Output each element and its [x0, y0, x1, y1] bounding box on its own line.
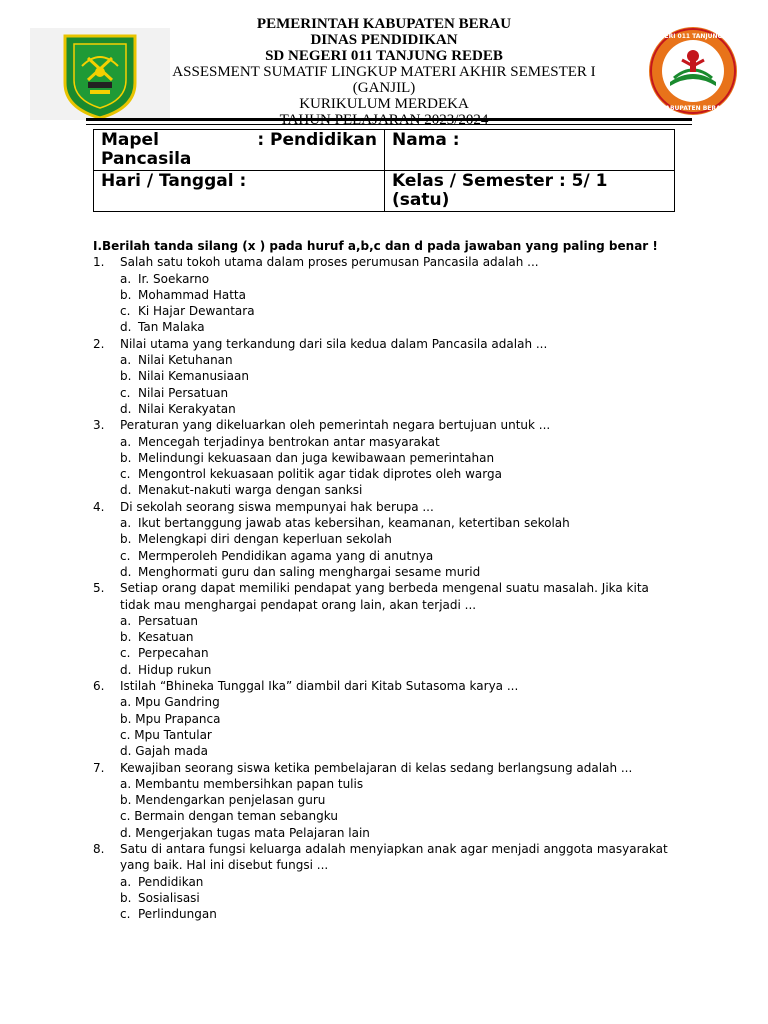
answer-option[interactable]: [93, 401, 673, 417]
option-letter: d.: [120, 483, 132, 498]
question-section: [93, 238, 673, 922]
student-info-table: [93, 129, 675, 212]
option-text: Nilai Kemanusiaan: [138, 369, 249, 384]
option-text: Melindungi kekuasaan dan juga kewibawaan pemerintahan: [138, 450, 495, 465]
answer-option[interactable]: [93, 352, 673, 368]
option-letter: b.: [120, 450, 132, 465]
logo-text-top: SD NEGERI 011 TANJUNG REDEB: [644, 33, 742, 40]
question-item: [93, 499, 673, 515]
question-item: [93, 254, 673, 270]
question-text: Peraturan yang dikeluarkan oleh pemerintah negara bertujuan untuk ...: [120, 418, 551, 433]
header-department: DINAS PENDIDIKAN: [310, 32, 458, 48]
answer-option[interactable]: b. Mendengarkan penjelasan guru: [120, 793, 326, 808]
option-text: Melengkapi diri dengan keperluan sekolah: [138, 532, 392, 547]
question-item: [93, 417, 673, 433]
option-text: Kesatuan: [138, 630, 194, 645]
header-divider-thick: [86, 118, 692, 121]
question-number: 1.: [93, 255, 105, 270]
question-item: [93, 841, 673, 874]
option-letter: b.: [120, 630, 132, 645]
option-letter: b.: [120, 890, 132, 905]
question-list: [93, 254, 673, 922]
answer-option[interactable]: [93, 319, 673, 335]
option-text: Mermperoleh Pendidikan agama yang di anutnya: [138, 548, 434, 563]
school-logo: [644, 26, 742, 116]
answer-option[interactable]: [93, 874, 673, 890]
question-number: 3.: [93, 418, 105, 433]
question-text: Kewajiban seorang siswa ketika pembelajaran di kelas sedang berlangsung adalah ...: [120, 760, 633, 775]
mapel-value-cont: Pancasila: [101, 149, 192, 169]
header-school-name: SD NEGERI 011 TANJUNG REDEB: [265, 48, 503, 64]
answer-option[interactable]: [93, 271, 673, 287]
question-number: 6.: [93, 679, 105, 694]
option-letter: c.: [120, 385, 131, 400]
option-letter: a.: [120, 271, 132, 286]
option-letter: a.: [120, 613, 132, 628]
option-letter: b.: [120, 287, 132, 302]
question-item: [93, 580, 673, 613]
option-text: Mohammad Hatta: [138, 287, 246, 302]
option-text: Mengontrol kekuasaan politik agar tidak diprotes oleh warga: [138, 467, 502, 482]
option-letter: c.: [120, 907, 131, 922]
kelas-cell: [385, 171, 675, 212]
answer-option[interactable]: d. Mengerjakan tugas mata Pelajaran lain: [120, 825, 370, 840]
option-text: Tan Malaka: [138, 320, 205, 335]
question-text: Istilah “Bhineka Tunggal Ika” diambil dari Kitab Sutasoma karya ...: [120, 679, 519, 694]
option-text: Perpecahan: [138, 646, 209, 661]
option-letter: a.: [120, 353, 132, 368]
option-letter: c.: [120, 304, 131, 319]
option-letter: d.: [120, 401, 132, 416]
option-letter: b.: [120, 532, 132, 547]
option-text: Menghormati guru dan saling menghargai sesame murid: [138, 564, 481, 579]
header-government: PEMERINTAH KABUPATEN BERAU: [256, 16, 512, 32]
answer-option[interactable]: c. Bermain dengan teman sebangku: [120, 809, 338, 824]
answer-option[interactable]: [93, 662, 673, 678]
school-header: [140, 16, 628, 128]
option-text: Ir. Soekarno: [138, 271, 210, 286]
answer-option[interactable]: [93, 906, 673, 922]
option-text: Ikut bertanggung jawab atas kebersihan, keamanan, ketertiban sekolah: [138, 516, 570, 531]
answer-option[interactable]: [93, 287, 673, 303]
info-row-2: [94, 171, 675, 212]
option-letter: c.: [120, 467, 131, 482]
question-text: Salah satu tokoh utama dalam proses perumusan Pancasila adalah ...: [120, 255, 539, 270]
header-curriculum: KURIKULUM MERDEKA: [299, 96, 469, 112]
mapel-value: : Pendidikan: [257, 130, 377, 150]
answer-option[interactable]: [93, 466, 673, 482]
instruction-text: I.Berilah tanda silang (x ) pada huruf a,b,c dan d pada jawaban yang paling benar !: [93, 239, 658, 253]
option-letter: b.: [120, 369, 132, 384]
answer-option[interactable]: b. Mpu Prapanca: [120, 711, 221, 726]
answer-option[interactable]: [93, 548, 673, 564]
answer-option[interactable]: c. Mpu Tantular: [120, 727, 212, 742]
option-text: Nilai Kerakyatan: [138, 401, 236, 416]
kelas-label: Kelas / Semester : 5/ 1: [392, 171, 608, 191]
answer-option[interactable]: [93, 368, 673, 384]
hari-cell[interactable]: [94, 171, 385, 212]
option-letter: a.: [120, 874, 132, 889]
option-letter: d.: [120, 564, 132, 579]
answer-option[interactable]: d. Gajah mada: [120, 744, 209, 759]
option-text: Perlindungan: [138, 907, 217, 922]
question-text: Setiap orang dapat memiliki pendapat yang berbeda mengenal suatu masalah. Jika kita tidak mau menghargai pendapat orang lain, akan terjadi ...: [120, 581, 649, 612]
answer-option[interactable]: [93, 434, 673, 450]
question-number: 5.: [93, 581, 105, 596]
answer-option[interactable]: [93, 482, 673, 498]
answer-option[interactable]: [93, 531, 673, 547]
hari-label: Hari / Tanggal :: [101, 171, 247, 191]
option-text: Menakut-nakuti warga dengan sanksi: [138, 483, 363, 498]
question-item: [93, 336, 673, 352]
option-letter: c.: [120, 548, 131, 563]
info-row-1: [94, 130, 675, 171]
option-text: Nilai Persatuan: [138, 385, 229, 400]
nama-label: Nama :: [392, 130, 460, 150]
answer-option[interactable]: a. Mpu Gandring: [120, 695, 220, 710]
question-text: Di sekolah seorang siswa mempunyai hak berupa ...: [120, 499, 434, 514]
question-text: Nilai utama yang terkandung dari sila kedua dalam Pancasila adalah ...: [120, 336, 548, 351]
option-text: Hidup rukun: [138, 662, 212, 677]
answer-option[interactable]: [93, 613, 673, 629]
nama-cell[interactable]: [385, 130, 675, 171]
option-letter: c.: [120, 646, 131, 661]
question-number: 8.: [93, 841, 105, 856]
answer-option[interactable]: [93, 515, 673, 531]
mapel-cell: [94, 130, 385, 171]
answer-option[interactable]: [93, 564, 673, 580]
kelas-label-cont: (satu): [392, 190, 450, 210]
option-letter: d.: [120, 320, 132, 335]
option-text: Ki Hajar Dewantara: [138, 304, 255, 319]
option-letter: a.: [120, 434, 132, 449]
option-text: Nilai Ketuhanan: [138, 353, 233, 368]
question-number: 7.: [93, 760, 105, 775]
question-item: [93, 760, 673, 776]
mapel-label: Mapel: [101, 130, 159, 150]
answer-option[interactable]: [93, 450, 673, 466]
option-text: Mencegah terjadinya bentrokan antar masyarakat: [138, 434, 440, 449]
answer-option[interactable]: [93, 385, 673, 401]
answer-option[interactable]: [93, 629, 673, 645]
answer-option[interactable]: a. Membantu membersihkan papan tulis: [120, 776, 364, 791]
answer-option[interactable]: [93, 645, 673, 661]
answer-option[interactable]: [93, 890, 673, 906]
option-text: Persatuan: [138, 613, 198, 628]
question-item: [93, 678, 673, 694]
answer-option[interactable]: [93, 303, 673, 319]
question-number: 4.: [93, 499, 105, 514]
option-text: Sosialisasi: [138, 890, 200, 905]
question-number: 2.: [93, 336, 105, 351]
header-divider-thin: [86, 124, 692, 125]
option-letter: d.: [120, 662, 132, 677]
option-letter: a.: [120, 516, 132, 531]
logo-text-bottom: KABUPATEN BERAU: [660, 105, 726, 112]
header-assessment: ASSESMENT SUMATIF LINGKUP MATERI AKHIR SEMESTER I (GANJIL): [172, 64, 596, 96]
question-text: Satu di antara fungsi keluarga adalah menyiapkan anak agar menjadi anggota masyarakat yang baik. Hal ini disebut fungsi ...: [120, 841, 668, 873]
option-text: Pendidikan: [138, 874, 204, 889]
